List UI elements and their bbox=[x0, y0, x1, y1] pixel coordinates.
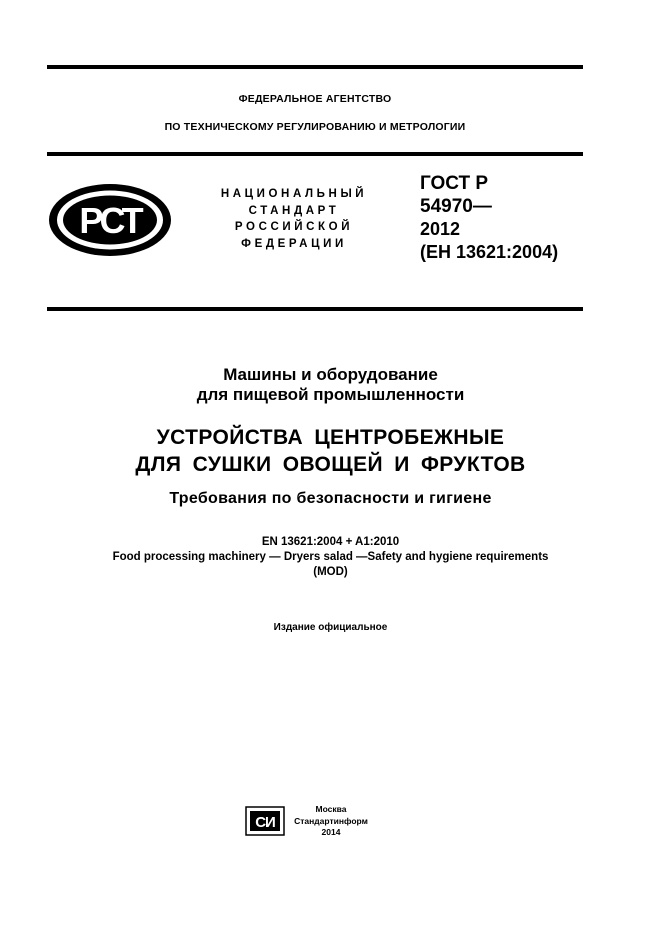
publisher-city: Москва bbox=[315, 804, 347, 814]
gost-line-4: (ЕН 13621:2004) bbox=[420, 242, 559, 262]
top-rule bbox=[47, 65, 583, 69]
publisher-name: Стандартинформ bbox=[294, 815, 368, 826]
gost-designation bbox=[420, 172, 558, 264]
agency-line-1: ФЕДЕРАЛЬНОЕ АГЕНТСТВО bbox=[238, 93, 392, 105]
reference-block bbox=[30, 535, 631, 580]
subtitle: Требования по безопасности и гигиене bbox=[169, 490, 492, 507]
reference-line-1: EN 13621:2004 + A1:2010 bbox=[261, 536, 400, 548]
national-standard-label bbox=[196, 186, 392, 252]
gost-line-3: 2012 bbox=[420, 219, 461, 239]
logo-rule bbox=[47, 307, 583, 311]
standartinform-logo-icon bbox=[245, 806, 285, 836]
natstd-line-2: СТАНДАРТ bbox=[248, 204, 340, 217]
publisher-year: 2014 bbox=[321, 827, 341, 837]
natstd-line-1: НАЦИОНАЛЬНЫЙ bbox=[220, 188, 368, 200]
header-rule bbox=[47, 152, 583, 156]
rst-logo-text: РСТ bbox=[79, 200, 141, 241]
reference-line-2: Food processing machinery — Dryers salad —Safety and hygiene requirements bbox=[112, 551, 549, 563]
title-line-1: Машины и оборудование bbox=[223, 365, 438, 384]
main-title bbox=[30, 424, 631, 478]
gost-line-2: 54970— bbox=[420, 196, 492, 217]
main-title-line-1: УСТРОЙСТВА ЦЕНТРОБЕЖНЫЕ bbox=[156, 426, 505, 449]
rst-logo-icon bbox=[46, 181, 174, 259]
gost-line-1: ГОСТ Р bbox=[420, 173, 489, 194]
title-field bbox=[30, 365, 631, 405]
standartinform-logo-text: СИ bbox=[255, 814, 275, 831]
edition-label: Издание официальное bbox=[273, 622, 388, 633]
agency-line-2: ПО ТЕХНИЧЕСКОМУ РЕГУЛИРОВАНИЮ И МЕТРОЛОГИИ bbox=[164, 121, 466, 133]
main-title-line-2: ДЛЯ СУШКИ ОВОЩЕЙ И ФРУКТОВ bbox=[135, 453, 526, 476]
natstd-line-4: ФЕДЕРАЦИИ bbox=[241, 237, 347, 250]
publisher-block bbox=[290, 804, 372, 839]
reference-line-3: (MOD) bbox=[313, 566, 348, 578]
natstd-line-3: РОССИЙСКОЙ bbox=[234, 221, 354, 233]
title-line-2: для пищевой промышленности bbox=[196, 385, 465, 404]
